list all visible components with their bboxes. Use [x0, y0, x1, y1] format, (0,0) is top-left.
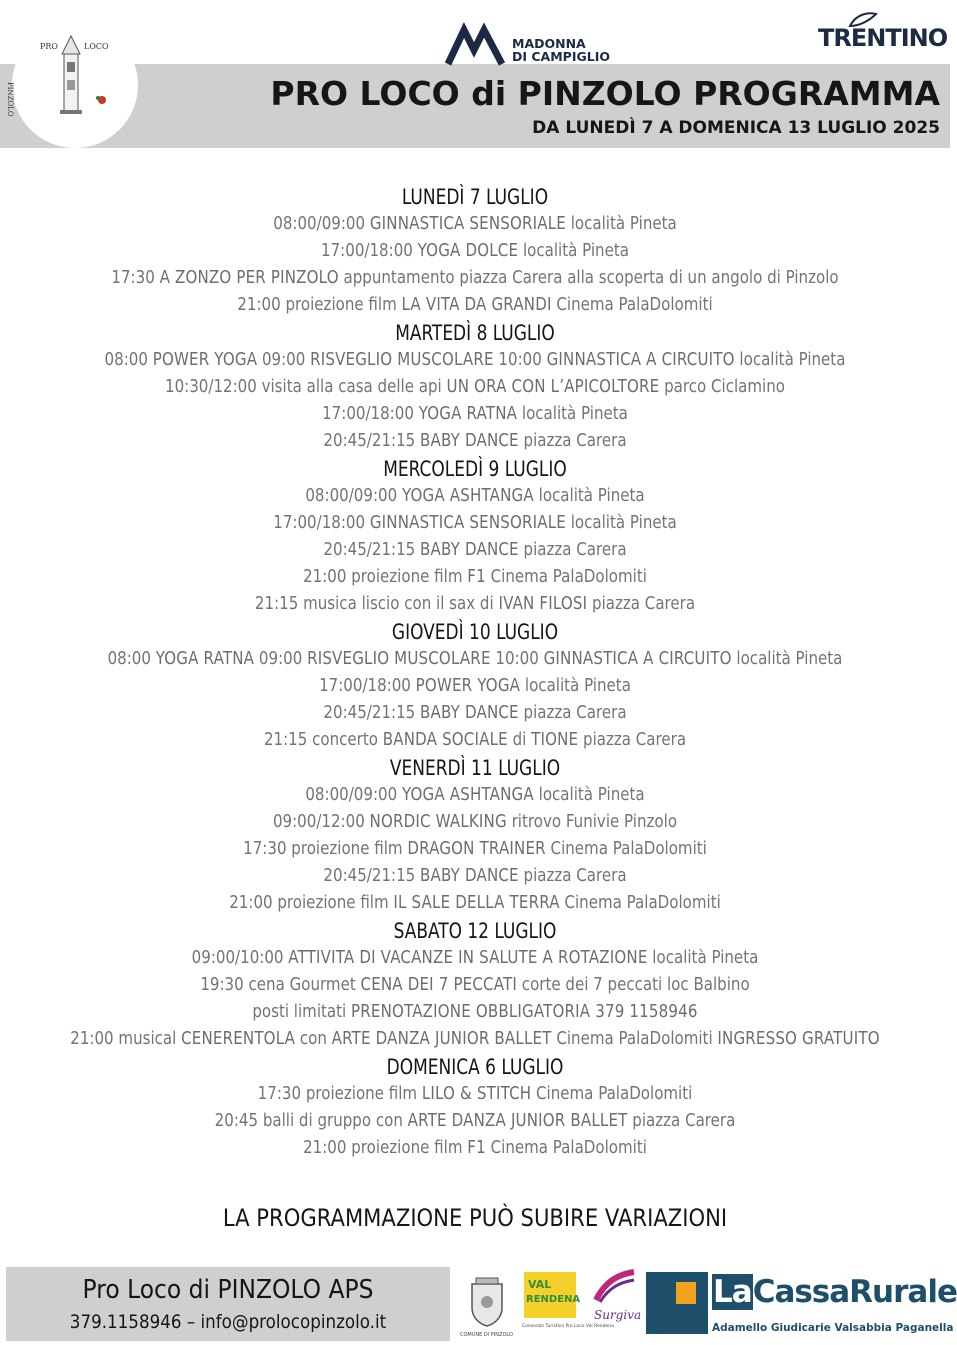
event-highlight: RISVEGLIO MUSCOLARE [310, 350, 494, 370]
event-text: località Pineta [565, 214, 677, 234]
event-text: 21:00 proiezione film [229, 893, 394, 913]
day-heading: GIOVEDÌ 10 LUGLIO [391, 620, 559, 644]
event-highlight: YOGA DOLCE [417, 241, 519, 261]
event-highlight: GINNASTICA SENSORIALE [369, 513, 566, 533]
event-highlight: BABY DANCE [420, 540, 519, 560]
event-highlight: A ZONZO PER PINZOLO [159, 268, 339, 288]
event-text: piazza Carera [518, 703, 627, 723]
event-text: piazza Carera [587, 594, 696, 614]
event-text: posti limitati [252, 1002, 352, 1022]
event-highlight: GINNASTICA A CIRCUITO [543, 649, 732, 669]
event-line [67, 972, 884, 999]
event-text: con [295, 1029, 332, 1049]
event-highlight: LILO & STITCH [421, 1084, 532, 1104]
event-highlight: F1 [467, 1138, 486, 1158]
event-highlight: BABY DANCE [420, 703, 519, 723]
event-highlight: IVAN FILOSI [498, 594, 588, 614]
event-line [67, 292, 884, 319]
cassa-rurale-subtitle: Adamello Giudicarie Valsabbia Paganella [712, 1322, 954, 1334]
event-text: piazza Carera [518, 431, 627, 451]
day-heading: LUNEDÌ 7 LUGLIO [401, 185, 549, 209]
event-highlight: POWER YOGA [152, 350, 258, 370]
event-line [67, 999, 884, 1026]
event-text: località Pineta [518, 241, 629, 261]
event-text: 21:00 proiezione film [237, 295, 402, 315]
event-text: 21:15 concerto [263, 730, 383, 750]
event-text: 17:30 [111, 268, 160, 288]
val-rendena-logo [522, 1272, 614, 1338]
pro-loco-logo [6, 22, 138, 148]
cassa-rurale: CassaRurale [752, 1274, 957, 1310]
event-text: piazza Carera [518, 866, 627, 886]
event-text: ritrovo Funivie Pinzolo [506, 812, 678, 832]
event-highlight: YOGA ASHTANGA [401, 785, 534, 805]
event-line [67, 238, 884, 265]
event-line [67, 374, 884, 401]
event-highlight: F1 [467, 567, 486, 587]
cassa-square-icon [646, 1272, 708, 1334]
event-highlight: BANDA SOCIALE [382, 730, 508, 750]
event-line [67, 537, 884, 564]
val-line1: VAL [528, 1278, 552, 1291]
cassa-rurale-name [712, 1274, 957, 1310]
event-text: Cinema PalaDolomiti [551, 1029, 718, 1049]
event-text: 20:45 balli di gruppo con [214, 1111, 408, 1131]
event-text: Cinema PalaDolomiti [485, 567, 647, 587]
event-text: 17:30 proiezione film [257, 1084, 422, 1104]
event-highlight: CENERENTOLA [181, 1029, 296, 1049]
event-line [67, 1135, 884, 1162]
event-line [67, 646, 884, 673]
event-highlight: RISVEGLIO MUSCOLARE [307, 649, 491, 669]
event-text: Cinema PalaDolomiti [559, 893, 721, 913]
event-highlight: PRENOTAZIONE OBBLIGATORIA 379 1158946 [351, 1002, 698, 1022]
event-line [67, 401, 884, 428]
event-line [67, 700, 884, 727]
event-line [67, 727, 884, 754]
day-heading: MERCOLEDÌ 9 LUGLIO [383, 457, 567, 481]
event-line [67, 673, 884, 700]
event-line [67, 1081, 884, 1108]
event-highlight: GINNASTICA A CIRCUITO [546, 350, 735, 370]
mountain-m-icon [444, 24, 506, 66]
val-rendena-label: Consorzio Turistico Pro Loco Val Rendena [522, 1324, 614, 1329]
event-line [67, 591, 884, 618]
event-text: appuntamento piazza Carera alla scoperta di un angolo di Pinzolo [338, 268, 839, 288]
event-line [67, 1026, 884, 1053]
event-line [67, 347, 884, 374]
day-heading: SABATO 12 LUGLIO [393, 919, 557, 943]
logo-pro-text: PRO [40, 42, 58, 51]
event-line [67, 809, 884, 836]
event-text: 08:00/09:00 [305, 486, 402, 506]
event-text: 17:00/18:00 [319, 676, 416, 696]
event-text: 10:00 [490, 649, 544, 669]
page-title: PRO LOCO di PINZOLO PROGRAMMA [270, 74, 940, 113]
surgiva-logo [590, 1270, 642, 1338]
event-text: Cinema PalaDolomiti [531, 1084, 693, 1104]
event-text: piazza Carera [627, 1111, 736, 1131]
event-highlight: TIONE [531, 730, 579, 750]
trentino-logo [818, 16, 948, 56]
event-text: piazza Carera [578, 730, 687, 750]
page-subtitle: DA LUNEDÌ 7 A DOMENICA 13 LUGLIO 2025 [532, 118, 940, 138]
event-text: 08:00 [104, 350, 153, 370]
event-text: 08:00 [107, 649, 156, 669]
event-text: 09:00/10:00 [191, 948, 289, 968]
madonna-line1: MADONNA [512, 36, 586, 51]
cassa-la: La [713, 1274, 752, 1310]
day-heading: MARTEDÌ 8 LUGLIO [395, 321, 555, 345]
event-highlight: ARTE DANZA JUNIOR BALLET [331, 1029, 552, 1049]
event-text: corte dei 7 peccati loc Balbino [517, 975, 750, 995]
event-text: 17:00/18:00 [321, 241, 418, 261]
event-text: 10:30/12:00 visita alla casa delle api [164, 377, 447, 397]
event-text: località Pineta [533, 785, 645, 805]
event-highlight: CENA DEI 7 PECCATI [360, 975, 518, 995]
event-text: 10:00 [493, 350, 547, 370]
event-text: 17:00/18:00 [273, 513, 370, 533]
bell-tower-icon [12, 22, 138, 148]
logo-pinzolo-text: PINZOLO [6, 82, 14, 117]
event-line [67, 945, 884, 972]
event-line [67, 782, 884, 809]
cassa-rurale-logo [646, 1272, 957, 1338]
event-line [67, 483, 884, 510]
event-text: 09:00 [254, 649, 308, 669]
event-text: 21:00 musical [70, 1029, 182, 1049]
comune-pinzolo-logo [458, 1274, 516, 1340]
event-text: di [507, 730, 532, 750]
event-text: località Pineta [731, 649, 843, 669]
trentino-text: TRENTINO [818, 24, 948, 52]
day-heading: DOMENICA 6 LUGLIO [386, 1055, 564, 1079]
event-text: 20:45/21:15 [323, 703, 421, 723]
event-line [67, 428, 884, 455]
madonna-line2: DI CAMPIGLIO [512, 49, 610, 64]
val-line2: RENDENA [526, 1294, 581, 1305]
event-highlight: POWER YOGA [415, 676, 521, 696]
surgiva-text: Surgiva [594, 1308, 642, 1322]
program-list [0, 183, 950, 1162]
event-text: Cinema PalaDolomiti [551, 295, 713, 315]
event-line [67, 836, 884, 863]
event-text: piazza Carera [518, 540, 627, 560]
event-text: Cinema PalaDolomiti [545, 839, 707, 859]
surgiva-swoosh-icon [590, 1270, 638, 1304]
event-highlight: GINNASTICA SENSORIALE [369, 214, 566, 234]
event-highlight: LA VITA DA GRANDI [401, 295, 552, 315]
event-text: località Pineta [517, 404, 628, 424]
event-line [67, 510, 884, 537]
madonna-di-campiglio-logo [444, 24, 634, 66]
event-text: 21:00 proiezione film [303, 1138, 468, 1158]
event-text: 19:30 cena Gourmet [200, 975, 361, 995]
event-text: 20:45/21:15 [323, 866, 421, 886]
event-highlight: DRAGON TRAINER [407, 839, 546, 859]
event-highlight: YOGA RATNA [418, 404, 518, 424]
event-text: località Pineta [647, 948, 759, 968]
event-text: 08:00/09:00 [305, 785, 402, 805]
event-text: 20:45/21:15 [323, 540, 421, 560]
event-text: 21:00 proiezione film [303, 567, 468, 587]
event-highlight: UN ORA CON L’APICOLTORE [446, 377, 660, 397]
event-line [67, 211, 884, 238]
event-text: 09:00 [257, 350, 311, 370]
logo-loco-text: LOCO [84, 42, 109, 51]
event-text: 20:45/21:15 [323, 431, 421, 451]
event-line [67, 1108, 884, 1135]
event-text: 17:00/18:00 [322, 404, 419, 424]
comune-label: COMUNE DI PINZOLO [460, 1332, 513, 1338]
event-text: 17:30 proiezione film [243, 839, 408, 859]
event-text: 08:00/09:00 [273, 214, 370, 234]
variation-notice: LA PROGRAMMAZIONE PUÒ SUBIRE VARIAZIONI [222, 1204, 728, 1232]
event-text: parco Ciclamino [659, 377, 785, 397]
event-text: 21:15 musica liscio con il sax di [254, 594, 499, 614]
event-text: località Pineta [533, 486, 645, 506]
event-text: località Pineta [520, 676, 631, 696]
event-highlight: INGRESSO GRATUITO [717, 1029, 880, 1049]
event-text: località Pineta [565, 513, 677, 533]
event-highlight: ARTE DANZA JUNIOR BALLET [407, 1111, 628, 1131]
footer-contact: 379.1158946 – info@prolocopinzolo.it [69, 1311, 387, 1333]
event-highlight: BABY DANCE [420, 866, 519, 886]
event-text: località Pineta [734, 350, 846, 370]
event-line [67, 564, 884, 591]
event-highlight: YOGA ASHTANGA [401, 486, 534, 506]
event-text: 09:00/12:00 [272, 812, 370, 832]
coat-of-arms-icon [458, 1274, 516, 1330]
event-highlight: NORDIC WALKING [369, 812, 507, 832]
event-highlight: BABY DANCE [420, 431, 519, 451]
event-line [67, 890, 884, 917]
footer-band [6, 1267, 450, 1341]
footer-org-name: Pro Loco di PINZOLO APS [82, 1275, 374, 1305]
event-highlight: YOGA RATNA [155, 649, 255, 669]
day-heading: VENERDÌ 11 LUGLIO [389, 756, 561, 780]
event-line [67, 863, 884, 890]
event-line [67, 265, 884, 292]
event-highlight: IL SALE DELLA TERRA [393, 893, 560, 913]
event-text: Cinema PalaDolomiti [485, 1138, 647, 1158]
event-highlight: ATTIVITA DI VACANZE IN SALUTE A ROTAZIONE [288, 948, 648, 968]
